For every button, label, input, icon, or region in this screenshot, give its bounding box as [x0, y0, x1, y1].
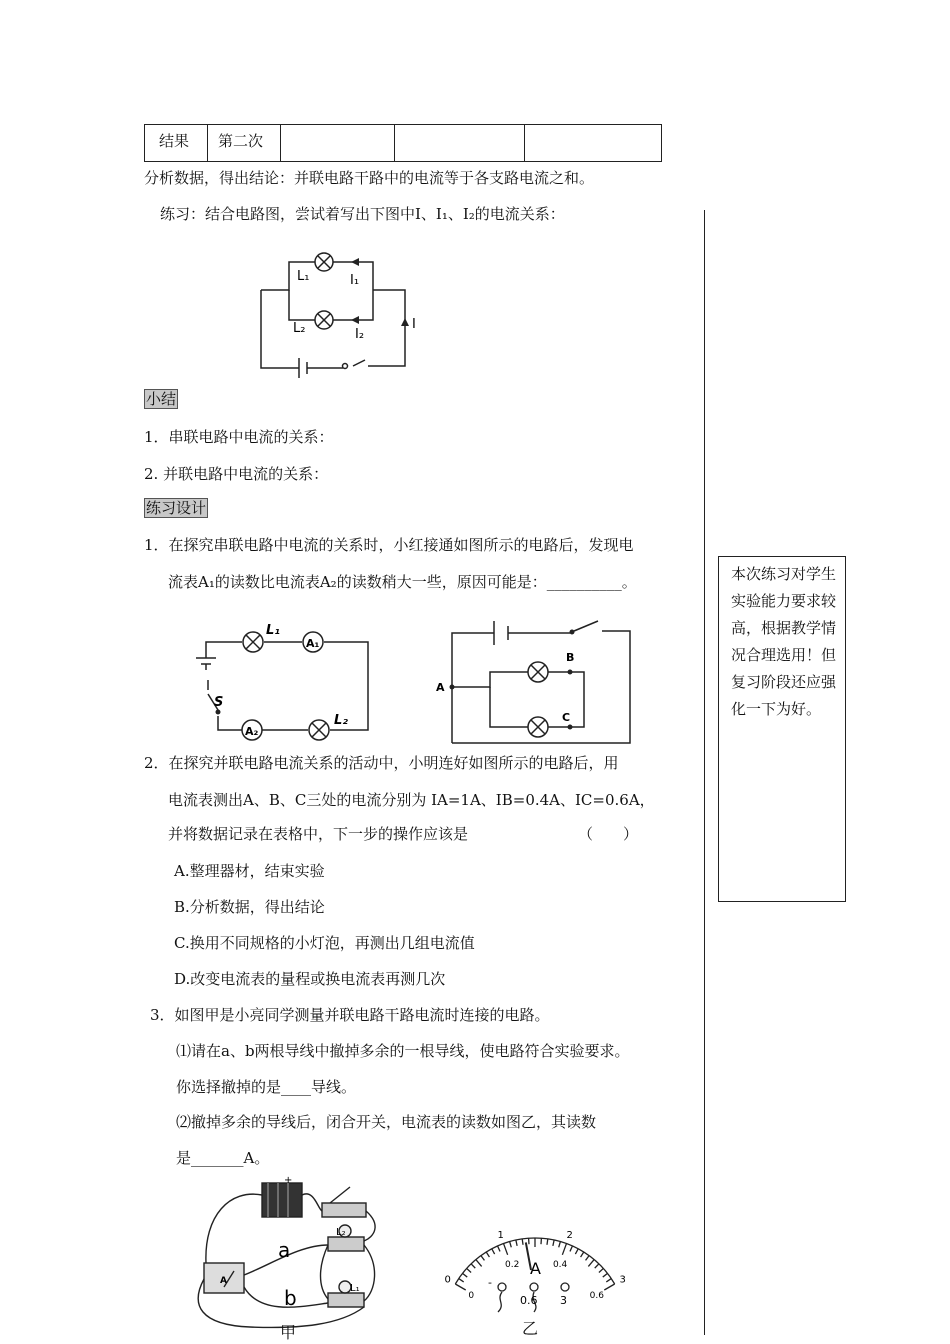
label-s: S [214, 695, 224, 710]
q2-option: B.分析数据，得出结论 [174, 898, 325, 916]
dial-tick [481, 1256, 485, 1261]
q2-text: 电流表测出A、B、C三处的电流分别为 IA=1A、IB=0.4A、IC=0.6A， [168, 791, 655, 809]
summary-item: 1．串联电路中电流的关系： [144, 428, 334, 446]
practice-text: 练习：结合电路图，尝试着写出下图中I、I₁、I₂的电流关系： [160, 205, 565, 223]
dial-tick [492, 1249, 495, 1254]
meter-label: A [220, 1276, 227, 1286]
table-cell [281, 125, 395, 162]
row-sub-label: 第二次 [218, 132, 264, 150]
series-circuit-diagram [188, 618, 378, 743]
q2-option: C.换用不同规格的小灯泡，再测出几组电流值 [174, 934, 475, 952]
label-l2: L₂ [293, 321, 306, 336]
exercise-title: 练习设计 [146, 499, 207, 517]
label-a1: A₁ [306, 637, 320, 650]
caption-jia: 甲 [280, 1323, 297, 1342]
table-cell [395, 125, 525, 162]
dial-scale-bottom-label: 0.4 [552, 1260, 568, 1271]
q3-text: ⑵撤掉多余的导线后，闭合开关，电流表的读数如图乙，其读数 [176, 1113, 597, 1131]
dial-tick [471, 1264, 475, 1268]
dial-tick [553, 1240, 554, 1246]
q3-text: 你选择撤掉的是____导线。 [176, 1078, 357, 1096]
dial-tick [547, 1239, 548, 1245]
q2-option: A.整理器材，结束实验 [174, 862, 325, 880]
dial-tick [588, 1260, 594, 1267]
label-b: B [566, 651, 575, 664]
battery-plus: + [284, 1175, 293, 1186]
figure-yi-ammeter-dial [440, 1180, 630, 1320]
terminal-3: 3 [560, 1294, 567, 1307]
dial-tick [476, 1260, 482, 1267]
label-l1: L₁ [266, 623, 280, 638]
dial-scale-bottom-label: 0 [468, 1291, 475, 1301]
dial-tick [467, 1268, 471, 1272]
q2-text: 并将数据记录在表格中，下一步的操作应该是 [168, 825, 469, 843]
dial-tick [455, 1284, 465, 1290]
caption-yi: 乙 [522, 1319, 539, 1338]
q2-text: 2．在探究并联电路电流关系的活动中，小明连好如图所示的电路后，用 [144, 754, 619, 772]
label-l2: L₂ [334, 713, 348, 728]
terminal-0-6: 0.6 [520, 1294, 538, 1307]
dial-scale-bottom-label: 0.6 [589, 1291, 604, 1301]
dial-scale-top-label: 1 [497, 1230, 504, 1242]
label-c: C [562, 711, 571, 724]
abc-circuit-diagram [430, 615, 640, 750]
dial-tick [575, 1249, 578, 1254]
dial-tick [581, 1252, 584, 1257]
label-i2: I₂ [355, 327, 365, 342]
figure-jia-physical-circuit [190, 1175, 390, 1340]
analysis-text: 分析数据，得出结论：并联电路干路中的电流等于各支路电流之和。 [144, 169, 595, 187]
dial-tick [498, 1246, 500, 1251]
dial-tick [595, 1264, 599, 1268]
side-note: 本次练习对学生实验能力要求较高，根据教学情况合理选用！但复习阶段还应强化一下为好。 [718, 556, 846, 902]
dial-scale-top-label: 2 [566, 1230, 573, 1242]
dial-tick [604, 1284, 614, 1290]
dial-tick [603, 1273, 608, 1277]
dial-tick [586, 1256, 590, 1261]
q3-text: 3．如图甲是小亮同学测量并联电路干路电流时连接的电路。 [150, 1006, 550, 1024]
dial-scale-top-label: 3 [619, 1274, 626, 1286]
terminal-minus: - [488, 1276, 492, 1289]
q1-text: 流表A₁的读数比电流表A₂的读数稍大一些，原因可能是：__________。 [168, 573, 637, 591]
q3-text: ⑴请在a、b两根导线中撤掉多余的一根导线，使电路符合实验要求。 [176, 1042, 630, 1060]
wire-b-label: b [284, 1286, 297, 1310]
label-i1: I₁ [350, 273, 360, 288]
q2-option: D.改变电流表的量程或换电流表再测几次 [174, 970, 446, 988]
column-divider [704, 210, 705, 1335]
q3-text: 是_______A。 [176, 1149, 270, 1167]
dial-tick [486, 1252, 489, 1257]
summary-item: 2. 并联电路中电流的关系： [144, 465, 329, 483]
q2-answer-bracket: （ ） [578, 825, 639, 843]
summary-title: 小结 [146, 390, 177, 408]
dial-tick [562, 1244, 566, 1255]
dial-scale-top-label: 0 [444, 1274, 451, 1286]
dial-tick [606, 1279, 611, 1282]
label-a2: A₂ [245, 725, 259, 738]
label-l2: L₂ [336, 1227, 346, 1238]
dial-scale-bottom-label: 0.2 [505, 1260, 520, 1271]
table-cell [525, 125, 662, 162]
label-l1: L₁ [297, 269, 310, 284]
row-label: 结果 [159, 132, 190, 150]
dial-tick [459, 1279, 464, 1282]
label-a: A [436, 681, 445, 694]
table-cell [208, 125, 281, 162]
dial-tick [570, 1246, 572, 1251]
table-cell [145, 125, 208, 162]
label-i: I [412, 317, 416, 332]
result-table [144, 124, 662, 162]
dial-tick [599, 1268, 603, 1272]
wire-a-label: a [278, 1238, 291, 1262]
dial-tick [522, 1239, 523, 1245]
unit-label: A [530, 1259, 541, 1278]
dial-tick [516, 1240, 517, 1246]
dial-tick [559, 1242, 561, 1248]
dial-tick [504, 1244, 508, 1255]
parallel-circuit-diagram [255, 240, 415, 380]
q1-text: 1．在探究串联电路中电流的关系时，小红接通如图所示的电路后，发现电 [144, 536, 634, 554]
dial-tick [510, 1242, 512, 1248]
label-l1: L₁ [350, 1283, 360, 1294]
dial-tick [463, 1273, 468, 1277]
